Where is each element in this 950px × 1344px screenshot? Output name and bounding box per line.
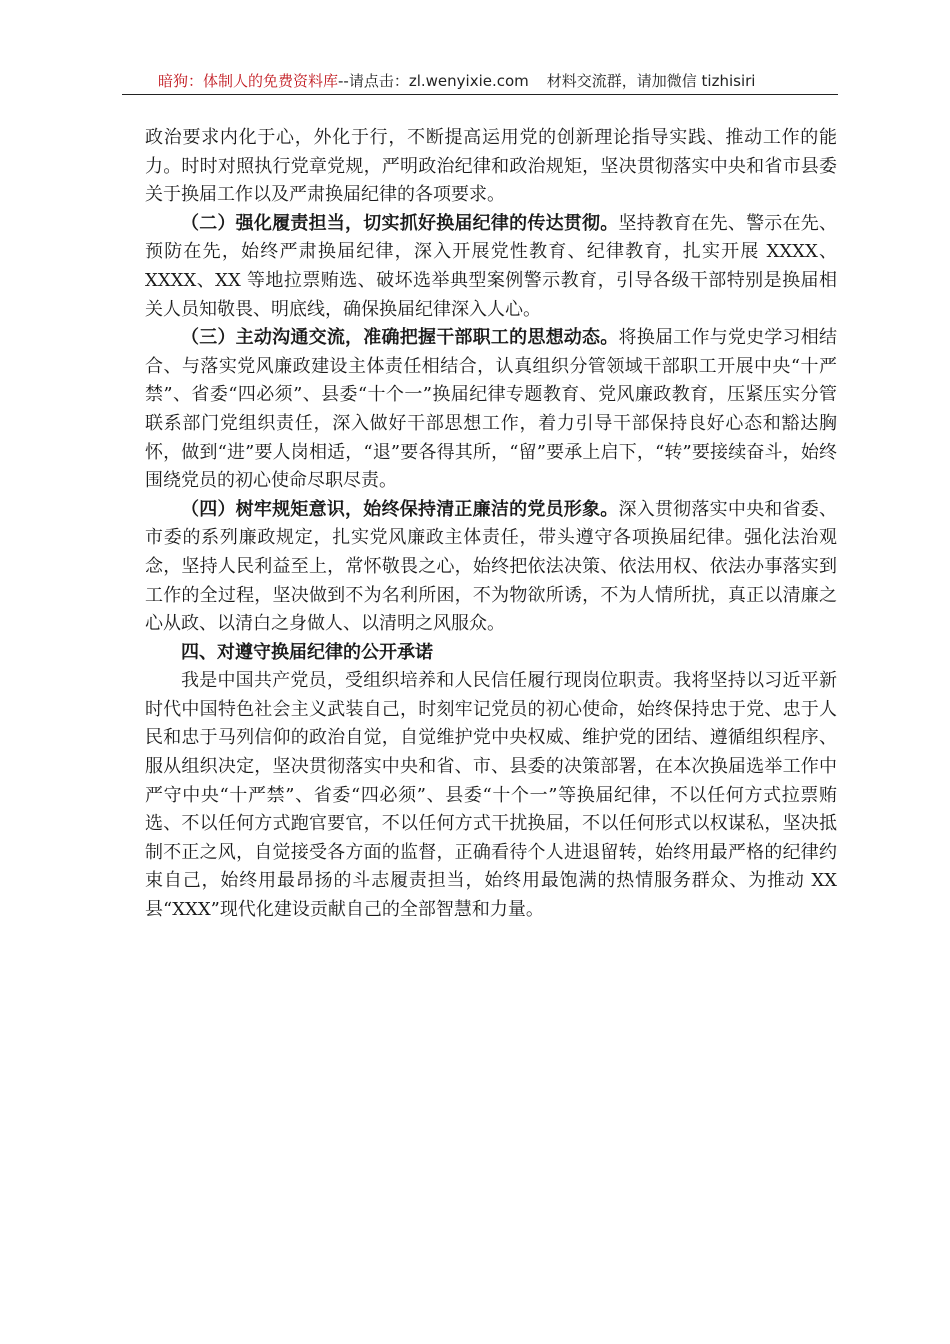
section-heading: 四、对遵守换届纪律的公开承诺 — [181, 641, 433, 663]
paragraph-text: 政治要求内化于心，外化于行，不断提高运用党的创新理论指导实践、推动工作的能力。时时对照执行党章党规，严明政治纪律和政治规矩，坚决贯彻落实中央和省市县委关于换届工作以及严肃换届纪律的各项要求。 — [145, 127, 837, 206]
paragraph-text: 我是中国共产党员，受组织培养和人民信任履行现岗位职责。我将坚持以习近平新时代中国特色社会主义武装自己，时刻牢记党员的初心使命，始终保持忠于党、忠于人民和忠于马列信仰的政治自觉，自觉维护党中央权威、维护党的团结、遵循组织程序、服从组织决定，坚决贯彻落实中央和省、市、县委的决策部署，在本次换届选举工作中严守中央“十严禁”、省委“四必须”、县委“十个一”等换届纪律，不以任何方式拉票贿选、不以任何方式跑官要官，不以任何方式干扰换届，不以任何形式以权谋私，坚决抵制不正之风，自觉接受各方面的监督，正确看待个人进退留转，始终用最严格的纪律约束自己，始终用最昂扬的斗志履责担当，始终用最饱满的热情服务群众、为推动 XX 县“XXX”现代化建设贡献自己的全部智慧和力量。 — [145, 670, 837, 921]
paragraph-section-3 — [145, 324, 837, 496]
page-header — [122, 70, 838, 95]
paragraph-commitment — [145, 667, 837, 924]
header-group-text: 材料交流群，请加微信 tizhisiri — [546, 72, 756, 90]
paragraph-text: 将换届工作与党史学习相结合、与落实党风廉政建设主体责任相结合，认真组织分管领域干部职工开展中央“十严禁”、省委“四必须”、县委“十个一”换届纪律专题教育、党风廉政教育，压紧压实分管联系部门党组织责任，深入做好干部思想工作，着力引导干部保持良好心态和豁达胸怀，做到“进”要人岗相适，“退”要各得其所，“留”要承上启下，“转”要接续奋斗，始终围绕党员的初心使命尽职尽责。 — [145, 327, 837, 492]
paragraph-section-2 — [145, 210, 837, 324]
section-heading: （四）树牢规矩意识，始终保持清正廉洁的党员形象。 — [181, 498, 619, 520]
document-body — [145, 124, 837, 925]
section-heading: （二）强化履责担当，切实抓好换届纪律的传达贯彻。 — [181, 212, 619, 234]
header-url-link[interactable]: zl.wenyixie.com — [408, 72, 529, 90]
paragraph-text: 深入贯彻落实中央和省委、市委的系列廉政规定，扎实党风廉政主体责任，带头遵守各项换届纪律。强化法治观念，坚持人民利益至上，常怀敬畏之心，始终把依法决策、依法用权、依法办事落实到工作的全过程，坚决做到不为名利所困，不为物欲所诱，不为人情所扰，真正以清廉之心从政、以清白之身做人、以清明之风服众。 — [145, 498, 837, 635]
section-title-commitment — [145, 639, 837, 668]
paragraph-continuation — [145, 124, 837, 210]
paragraph-section-4 — [145, 496, 837, 639]
header-click-label: --请点击： — [338, 72, 409, 90]
header-brand: 暗狗：体制人的免费资料库 — [158, 72, 339, 90]
paragraph-text: 坚持教育在先、警示在先、预防在先，始终严肃换届纪律，深入开展党性教育、纪律教育，扎实开展 XXXX、XXXX、XX 等地拉票贿选、破坏选举典型案例警示教育，引导各级干部特别是换届相关人员知敬畏、明底线，确保换届纪律深入人心。 — [145, 212, 837, 320]
section-heading: （三）主动沟通交流，准确把握干部职工的思想动态。 — [181, 327, 619, 349]
